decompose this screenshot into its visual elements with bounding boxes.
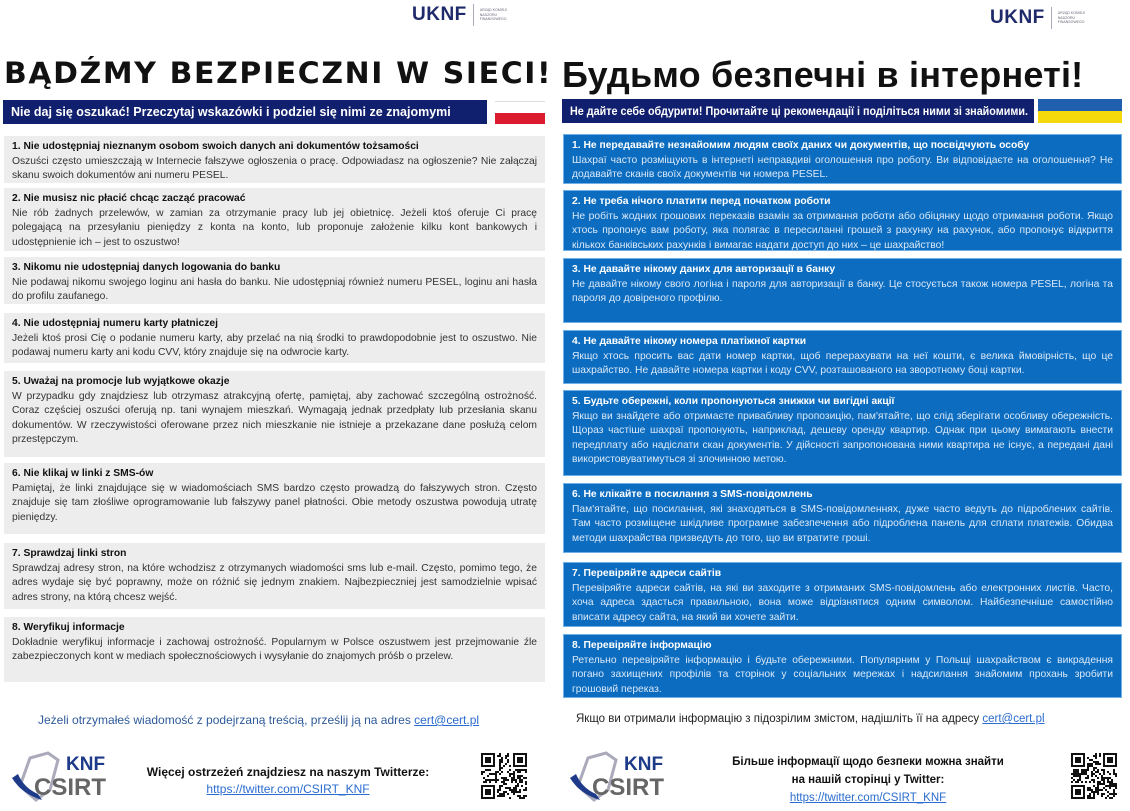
tip-text: Якщо ви знайдете або отримаєте привабливу пропозицію, пам'ятайте, що слід зберігати особливу обережність. Щораз частіше шахраї пропонують, наприклад, дешеву оренду квартир. Однак при цьому вимагають внести передплату або надіслати скан документів. У дійсності запропонована ними квартира не існує, а передані дані використовуватимуться зі злочинною метою.	[572, 410, 1113, 466]
report-text: Jeżeli otrzymałeś wiadomość z podejrzaną treścią, prześlij ją na adres	[38, 713, 415, 727]
qr-code-icon[interactable]	[1071, 752, 1117, 800]
ukrainian-leaflet	[558, 0, 1130, 811]
tip-heading: 4. Nie udostępniaj numeru karty płatniczej	[12, 318, 218, 329]
subtitle-banner: Не дайте себе обдурити! Прочитайте ці рекомендації і поділіться ними зі знайомими.	[570, 104, 1028, 118]
tip-heading: 6. Nie klikaj w linki z SMS-ów	[12, 468, 154, 479]
uknf-logo-text: UKNF	[412, 4, 467, 25]
uknf-logo	[412, 4, 514, 26]
twitter-link[interactable]: https://twitter.com/CSIRT_KNF	[789, 792, 947, 804]
report-text: Якщо ви отримали інформацію з підозрілим змістом, надішліть її на адресу	[576, 713, 983, 725]
tip-card-2	[4, 188, 545, 251]
svg-text:CSIRT: CSIRT	[592, 774, 664, 801]
tip-heading: 1. Nie udostępniaj nieznanym osobom swoich danych ani dokumentów tożsamości	[12, 141, 419, 152]
qr-code-icon[interactable]	[481, 752, 527, 800]
svg-text:KNF: KNF	[66, 754, 106, 775]
poland-flag-icon	[495, 101, 545, 124]
page-title: BĄDŹMY BEZPIECZNI W SIECI!	[4, 56, 553, 90]
tip-heading: 5. Uważaj na promocje lub wyjątkowe okazje	[12, 376, 230, 387]
tip-card-7	[563, 562, 1122, 627]
tip-text: Шахраї часто розміщують в інтернеті неправдиві оголошення про роботу. Ви відповідаєте на оголошення? Не додавайте сканів своїх документів чи номера PESEL.	[572, 154, 1113, 181]
tip-heading: 2. Nie musisz nic płacić chcąc zacząć pracować	[12, 193, 246, 204]
report-note	[38, 713, 479, 727]
tip-heading: 3. Не давайте нікому даних для авторизації в банку	[572, 264, 836, 275]
tip-card-8	[563, 634, 1122, 698]
logo-divider	[1051, 7, 1052, 29]
twitter-link[interactable]: https://twitter.com/CSIRT_KNF	[206, 782, 370, 796]
email-link[interactable]: cert@cert.pl	[982, 713, 1045, 725]
subtitle-banner-box	[562, 99, 1034, 123]
tip-card-5	[563, 390, 1122, 476]
tip-card-2	[563, 190, 1122, 251]
tip-text: Oszuści często umieszczają w Internecie fałszywe ogłoszenia o pracę. Odpowiadasz na ogłoszenie? Nie załączaj skanu swoich dokumentów ani numeru PESEL.	[12, 155, 537, 182]
tip-text: Nie rób żadnych przelewów, w zamian za otrzymanie pracy lub jej obietnicę. Jeżeli ktoś oferuje Ci pracę polegającą na przesyłaniu pieniędzy z konta na konto, lub proponuje założenie kilku kont bankowych i udostępnienie ich – jest to oszustwo!	[12, 207, 537, 248]
tip-card-4	[563, 330, 1122, 384]
page-title: Будьмо безпечні в інтернеті!	[562, 54, 1084, 95]
subtitle-banner: Nie daj się oszukać! Przeczytaj wskazówki i podziel się nimi ze znajomymi	[11, 105, 451, 119]
twitter-note	[138, 764, 438, 798]
tip-card-6	[4, 463, 545, 534]
tip-card-4	[4, 313, 545, 363]
tip-card-8	[4, 617, 545, 682]
tip-heading: 7. Sprawdzaj linki stron	[12, 548, 127, 559]
uknf-logo	[990, 7, 1092, 29]
ukraine-flag-icon	[1038, 99, 1122, 123]
svg-text:KNF: KNF	[624, 754, 664, 775]
tip-text: Pamiętaj, że linki znajdujące się w wiadomościach SMS bardzo często prowadzą do fałszywych stron. Często znajduje się tam złośliwe oprogramowanie lub fałszywy panel płatności. Obie metody oszustwa powodują utratę pieniędzy.	[12, 482, 537, 523]
tip-heading: 5. Будьте обережні, коли пропонуються знижки чи вигідні акції	[572, 396, 895, 407]
knf-csirt-logo	[8, 750, 120, 802]
twitter-text: Więcej ostrzeżeń znajdziesz na naszym Twitterze:	[146, 765, 430, 779]
tip-text: Не давайте нікому свого логіна і пароля для авторизації в банку. Це стосується також номера PESEL, логіна та пароля до довіреного профілю.	[572, 278, 1113, 305]
tip-text: Dokładnie weryfikuj informacje i zachowaj ostrożność. Popularnym w Polsce oszustwem jest przejmowanie źle zabezpieczonych kont w mediach społecznościowych i wysyłanie do znajomych próśb o przelew.	[12, 636, 537, 663]
tip-text: Пам'ятайте, що посилання, які знаходяться в SMS-повідомленнях, дуже часто ведуть до підроблених сайтів. Там часто розміщене шкідливе програмне забезпечення або підроблена панель для сплати платежів. Обидва методи шахрайства призведуть до того, що ви втратите гроші.	[572, 503, 1113, 544]
uknf-logo-subtitle: URZĄD KOMISJI NADZORU FINANSOWEGO	[479, 8, 507, 22]
uknf-logo-text: UKNF	[990, 7, 1045, 28]
tip-card-3	[4, 257, 545, 304]
tip-text: Jeżeli ktoś prosi Cię o podanie numeru karty, aby przelać na nią środki to prawdopodobnie jest to oszustwo. Nie podawaj numeru karty ani kodu CVV, który znajduje się na odwrocie karty.	[12, 332, 537, 359]
tip-text: Sprawdzaj adresy stron, na które wchodzisz z otrzymanych wiadomości sms lub e-mail. Często, pomimo tego, że adres wydaje się być poprawny, może on różnić się jednym znakiem. Najbezpieczniej jest samodzielnie wpisać adres strony, na którą chcesz wejść.	[12, 562, 537, 603]
tip-heading: 3. Nikomu nie udostępniaj danych logowania do banku	[12, 262, 281, 273]
tip-heading: 2. Не треба нічого платити перед початком роботи	[572, 196, 831, 207]
tip-text: Nie podawaj nikomu swojego loginu ani hasła do banku. Nie udostępniaj również numeru PESEL, loginu ani hasła do profilu zaufanego.	[12, 276, 537, 303]
subtitle-banner-box	[3, 100, 487, 124]
email-link[interactable]: cert@cert.pl	[414, 713, 480, 727]
twitter-text-line-2: на нашій сторінці у Twitter:	[791, 774, 945, 786]
twitter-text-line-1: Більше інформації щодо безпеки можна знайти	[732, 756, 1004, 768]
tip-heading: 8. Weryfikuj informacje	[12, 622, 125, 633]
tip-card-7	[4, 543, 545, 609]
tip-heading: 4. Не давайте нікому номера платіжної картки	[572, 336, 807, 347]
tip-card-5	[4, 371, 545, 457]
tip-card-1	[563, 134, 1122, 184]
tip-heading: 1. Не передавайте незнайомим людям своїх даних чи документів, що посвідчують особу	[572, 140, 1030, 151]
tip-text: W przypadku gdy znajdziesz lub otrzymasz atrakcyjną ofertę, pamiętaj, aby zachować szczególną ostrożność. Coraz częściej oszuści oferują np. tani wynajem mieszkań. Wymagają jednak przedpłaty lub przesłania skanu dokumentów. W rzeczywistości oferowane przez nich mieszkanie nie istnieje a przekazane dane posłużą celom przestępczym.	[12, 390, 537, 446]
tip-card-3	[563, 258, 1122, 323]
svg-text:CSIRT: CSIRT	[34, 774, 106, 801]
tip-text: Ретельно перевіряйте інформацію і будьте обережними. Популярним у Польщі шахрайством є викрадення погано захищених профілів та сторінок у соціальних мережах і надсилання знайомим прохань зробити грошовий переказ.	[572, 654, 1113, 695]
tip-text: Не робіть жодних грошових переказів взамін за отримання роботи або обіцянку щодо отримання роботи. Якщо хтось пропонує вам роботу, яка полягає в пересиланні грошей з рахунку на рахунок, або пропонує відкриття кількох банківських рахунків і вимагає надати доступ до них – це шахрайство!	[572, 210, 1113, 251]
tip-heading: 7. Перевіряйте адреси сайтів	[572, 568, 722, 579]
knf-csirt-logo	[566, 750, 678, 802]
tip-text: Перевіряйте адреси сайтів, на які ви заходите з отриманих SMS-повідомлень або електронних листів. Часто, хоча адреса здасться правильною, вона може відрізнятися одним символом. Найбезпечніше самостійно вписати адресу сайта, на який ви хочете зайти.	[572, 582, 1113, 623]
tip-card-1	[4, 136, 545, 183]
tip-heading: 8. Перевіряйте інформацію	[572, 640, 712, 651]
tip-card-6	[563, 483, 1122, 553]
tip-text: Якщо хтось просить вас дати номер картки, щоб перерахувати на неї кошти, є велика ймовірність, що це шахрайство. Не давайте номера картки і коду CVV, розташованого на зворотному боці картки.	[572, 350, 1113, 377]
polish-leaflet	[0, 0, 556, 811]
report-note	[576, 713, 1045, 725]
twitter-note	[708, 753, 1028, 807]
logo-divider	[473, 4, 474, 26]
tip-heading: 6. Не клікайте в посилання з SMS-повідомлень	[572, 489, 813, 500]
uknf-logo-subtitle: URZĄD KOMISJI NADZORU FINANSOWEGO	[1057, 11, 1085, 25]
